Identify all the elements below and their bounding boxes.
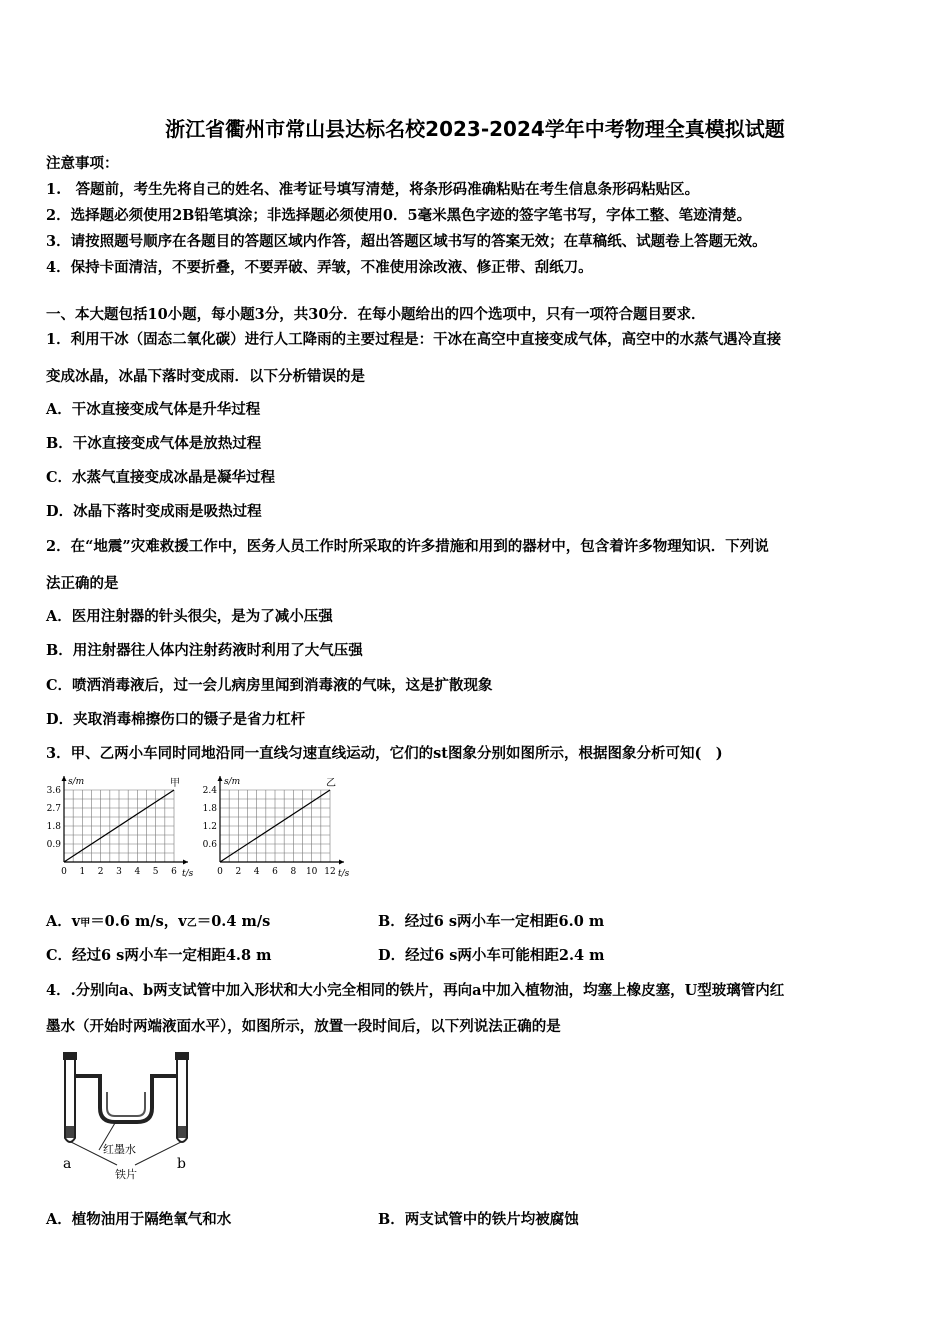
q2-stem-line2: 法正确的是 <box>46 575 119 592</box>
section-heading: 一、本大题包括10小题，每小题3分，共30分．在每小题给出的四个选项中，只有一项符合题目要求． <box>46 306 706 323</box>
q2-option-b: B．用注射器往人体内注射药液时利用了大气压强 <box>46 642 363 659</box>
x-tick-label: 2 <box>97 867 104 877</box>
q4-stem-line1: 4．.分别向a、b两支试管中加入形状和大小完全相同的铁片，再向a中加入植物油，均塞上橡皮塞，U型玻璃管内红 <box>46 982 785 999</box>
x-tick-label: 5 <box>152 867 159 877</box>
x-tick-label: 0 <box>217 867 223 877</box>
q3-option-c: C．经过6 s两小车一定相距4.8 m <box>46 947 272 964</box>
page-title: 浙江省衢州市常山县达标名校2023-2024学年中考物理全真模拟试题 <box>165 117 785 141</box>
q3-stem: 3．甲、乙两小车同时同地沿同一直线匀速直线运动，它们的st图象分别如图所示，根据图象分析可知( ) <box>46 745 723 762</box>
q4-option-a: A．植物油用于隔绝氧气和水 <box>46 1211 232 1228</box>
y-tick-label: 0.9 <box>46 840 61 850</box>
x-tick-label: 4 <box>253 867 260 877</box>
q1-option-c: C．水蒸气直接变成冰晶是凝华过程 <box>46 469 276 486</box>
test-tube-figure <box>55 1050 205 1185</box>
q2-option-c: C．喷洒消毒液后，过一会儿病房里闻到消毒液的气味，这是扩散现象 <box>46 677 493 694</box>
q1-stem-line1: 1．利用干冰（固态二氧化碳）进行人工降雨的主要过程是：干冰在高空中直接变成气体，高空中的水蒸气遇冷直接 <box>46 331 782 348</box>
q2-stem-line1: 2．在“地震”灾难救援工作中，医务人员工作时所采取的许多措施和用到的器材中，包含着许多物理知识．下列说 <box>46 538 769 555</box>
tube-a-label: a <box>63 1156 72 1172</box>
x-tick-label: 12 <box>324 867 336 877</box>
x-tick-label: 6 <box>272 867 278 877</box>
st-chart-jia <box>42 770 202 882</box>
q3-option-a: A．v甲＝0.6 m/s，v乙＝0.4 m/s <box>46 913 271 930</box>
series-label: 乙 <box>326 778 336 789</box>
notice-heading: 注意事项： <box>46 155 119 172</box>
x-tick-label: 1 <box>79 867 86 877</box>
st-chart-yi <box>198 770 368 882</box>
notice-item-4: 4．保持卡面清洁，不要折叠，不要弄破、弄皱，不准使用涂改液、修正带、刮纸刀。 <box>46 259 593 276</box>
y-tick-label: 3.6 <box>46 786 61 796</box>
y-axis-label: s/m <box>224 777 241 787</box>
q2-option-a: A．医用注射器的针头很尖，是为了减小压强 <box>46 608 333 625</box>
tube-b-label: b <box>177 1156 186 1172</box>
notice-item-3: 3．请按照题号顺序在各题目的答题区域内作答，超出答题区域书写的答案无效；在草稿纸、试题卷上答题无效。 <box>46 233 767 250</box>
x-tick-label: 0 <box>61 867 67 877</box>
notice-item-1: 1. 答题前，考生先将自己的姓名、准考证号填写清楚，将条形码准确粘贴在考生信息条形码粘贴区。 <box>46 181 700 198</box>
q3-option-b: B．经过6 s两小车一定相距6.0 m <box>378 913 605 930</box>
q1-option-b: B．干冰直接变成气体是放热过程 <box>46 435 262 452</box>
y-axis-arrow <box>62 776 67 781</box>
red-ink-label: 红墨水 <box>103 1143 136 1156</box>
q1-option-d: D．冰晶下落时变成雨是吸热过程 <box>46 503 262 520</box>
x-tick-label: 3 <box>116 867 122 877</box>
x-tick-label: 6 <box>171 867 177 877</box>
q1-option-a: A．干冰直接变成气体是升华过程 <box>46 401 261 418</box>
x-tick-label: 2 <box>235 867 242 877</box>
x-axis-arrow <box>183 860 188 865</box>
series-label: 甲 <box>170 778 180 789</box>
y-tick-label: 1.2 <box>202 822 217 832</box>
q4-stem-line2: 墨水（开始时两端液面水平），如图所示，放置一段时间后，以下列说法正确的是 <box>46 1018 561 1035</box>
x-tick-label: 4 <box>134 867 141 877</box>
q3-option-d: D．经过6 s两小车可能相距2.4 m <box>378 947 605 964</box>
iron-label: 铁片 <box>115 1168 137 1181</box>
y-tick-label: 0.6 <box>202 840 217 850</box>
y-tick-label: 2.4 <box>202 786 217 796</box>
q4-option-b: B．两支试管中的铁片均被腐蚀 <box>378 1211 579 1228</box>
x-axis-label: t/s <box>182 869 194 879</box>
y-axis-arrow <box>218 776 223 781</box>
y-axis-label: s/m <box>68 777 85 787</box>
y-tick-label: 2.7 <box>46 804 61 814</box>
x-axis-arrow <box>339 860 344 865</box>
y-tick-label: 1.8 <box>46 822 61 832</box>
q1-stem-line2: 变成冰晶，冰晶下落时变成雨．以下分析错误的是 <box>46 368 365 385</box>
x-tick-label: 10 <box>305 867 318 877</box>
x-tick-label: 8 <box>290 867 297 877</box>
y-tick-label: 1.8 <box>202 804 217 814</box>
q2-option-d: D．夹取消毒棉擦伤口的镊子是省力杠杆 <box>46 711 306 728</box>
notice-item-2: 2．选择题必须使用2B铅笔填涂；非选择题必须使用0．5毫米黑色字迹的签字笔书写，字体工整、笔迹清楚。 <box>46 207 752 224</box>
x-axis-label: t/s <box>338 869 350 879</box>
